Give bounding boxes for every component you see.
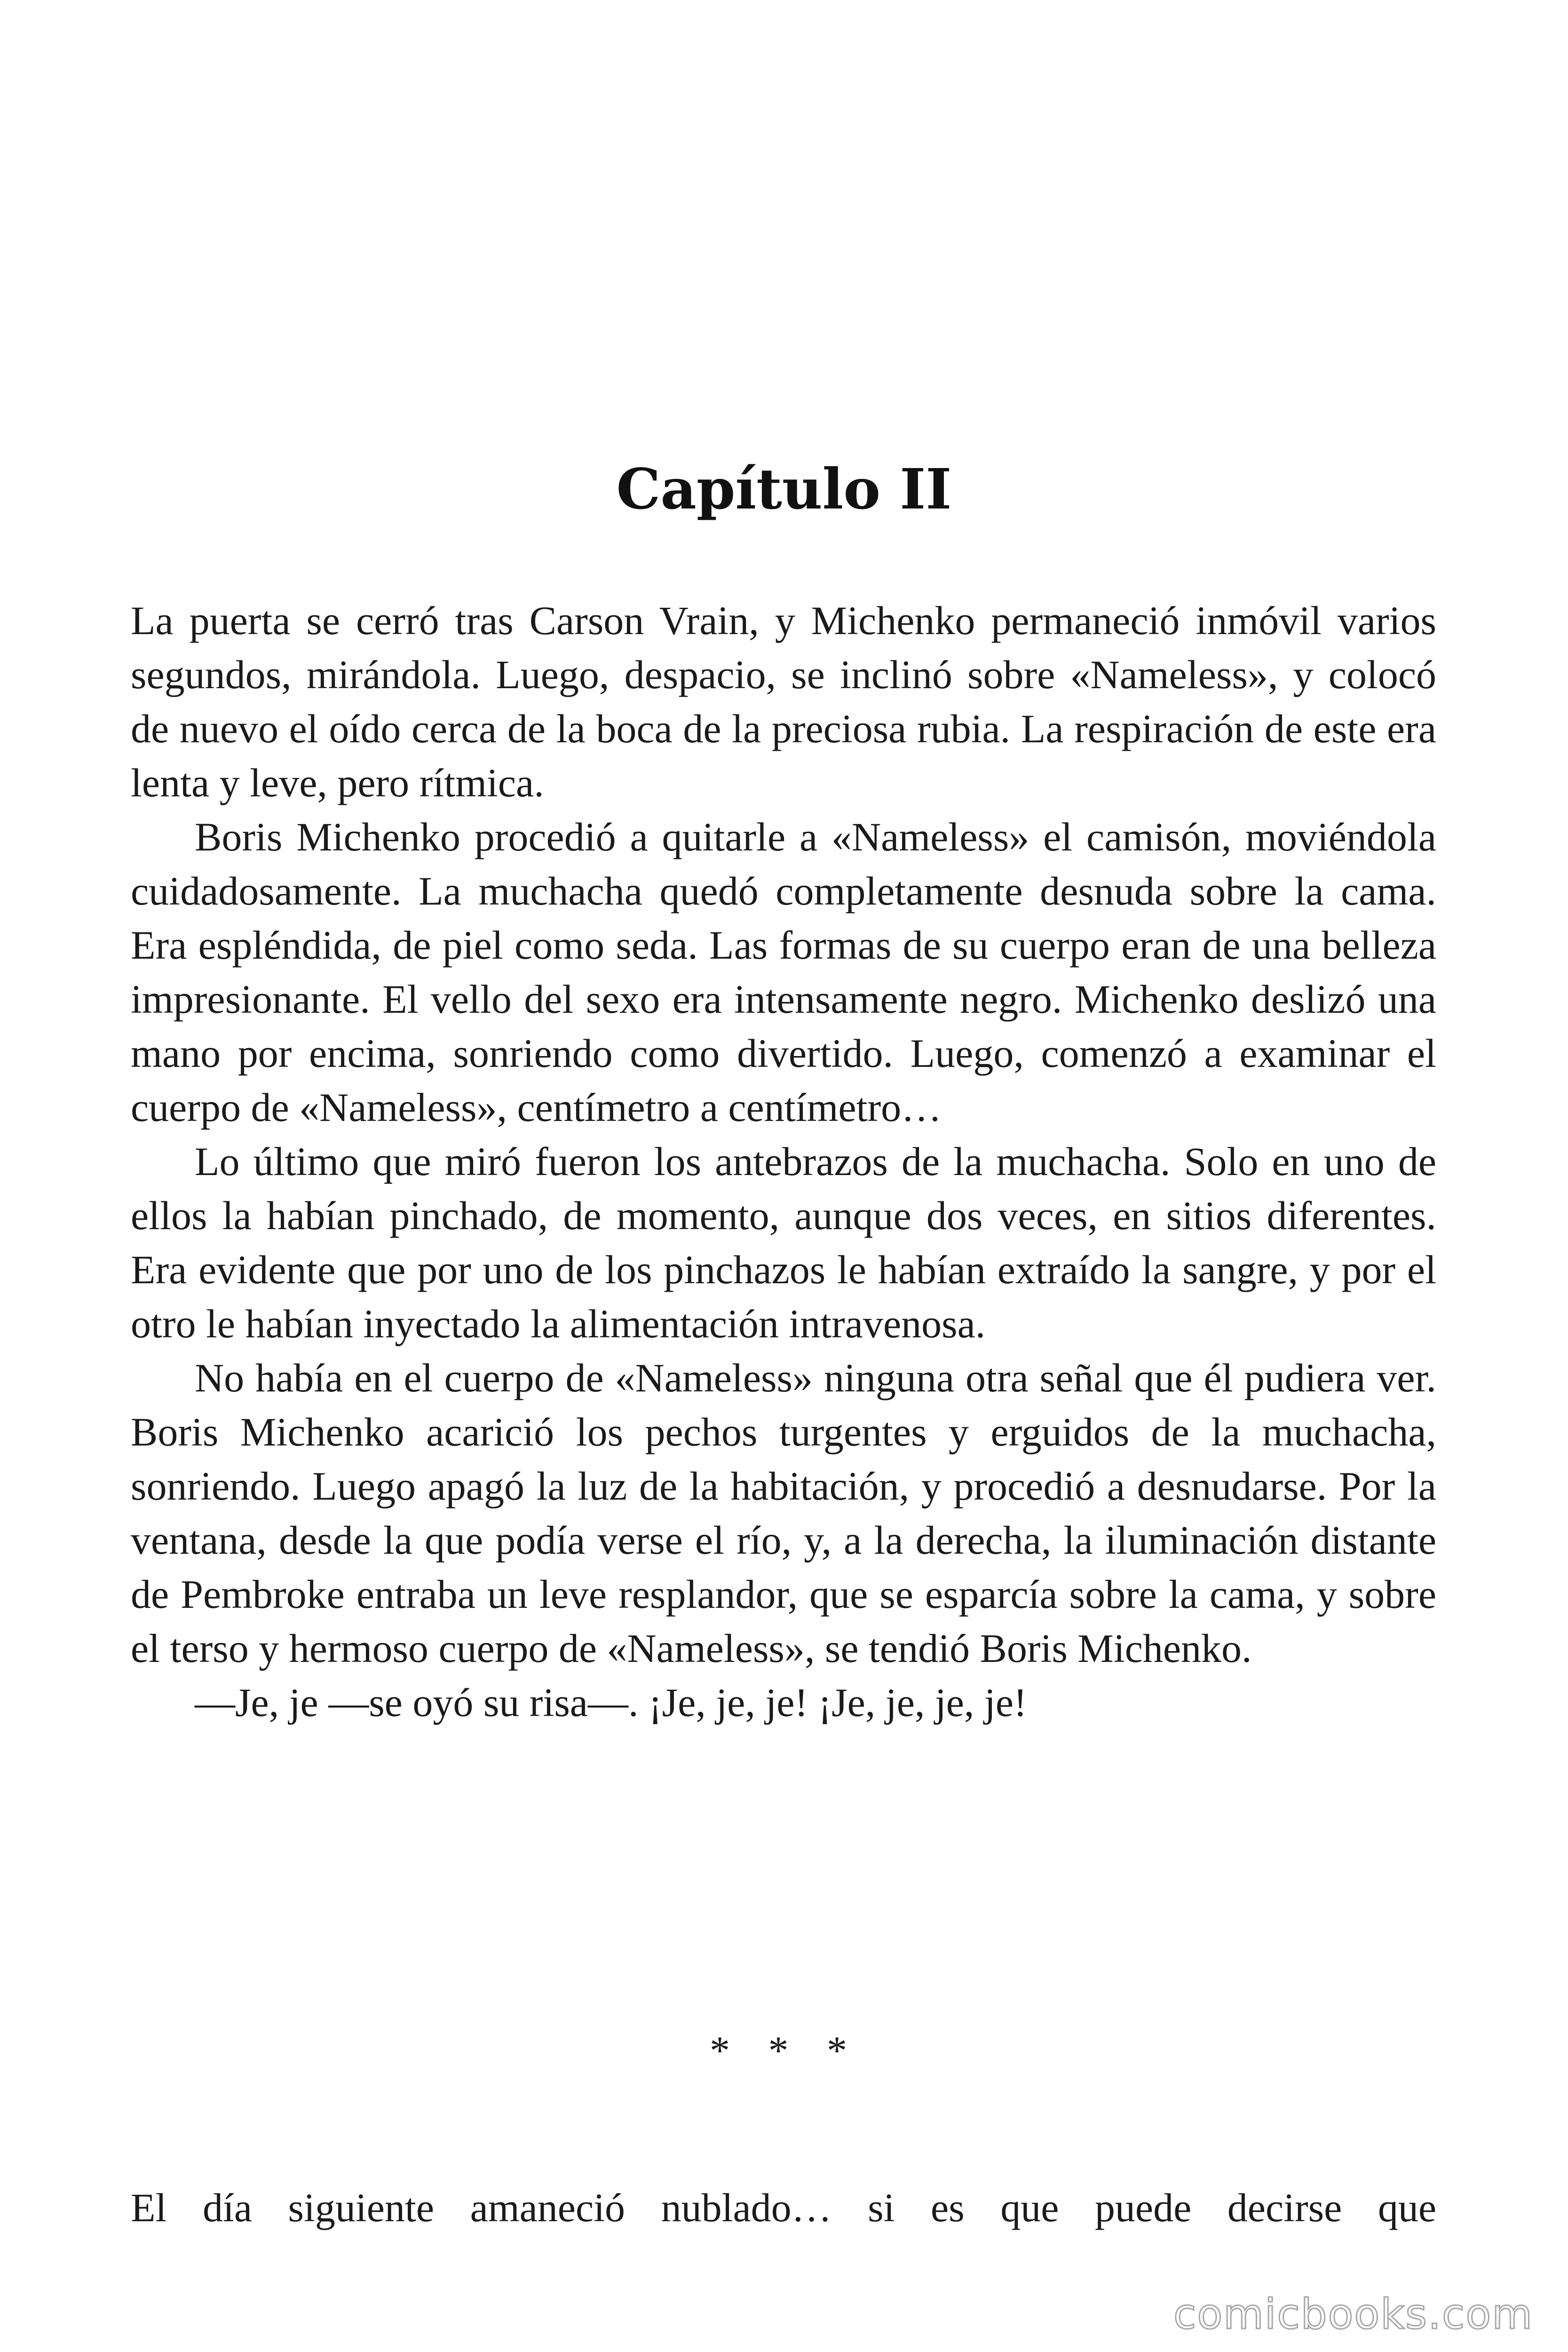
paragraph-2: Boris Michenko procedió a quitarle a «Nameless» el camisón, moviéndola cuidadosamente. La muchacha quedó completamente desnuda sobre la cama. Era espléndida, de piel como seda. Las formas de su cuerpo eran de una belleza impresionante. El vello del sexo era intensamente negro. Michenko deslizó una mano por encima, sonriendo como divertido. Luego, comenzó a examinar el cuerpo de «Nameless», centímetro a centímetro… — [131, 814, 1436, 1130]
paragraph-5-dialogue: —Je, je —se oyó su risa—. ¡Je, je, je! ¡Je, je, je, je! — [195, 1680, 1027, 1725]
scene-break — [0, 2024, 1568, 2078]
chapter-body — [131, 594, 1436, 1730]
next-section-first-line: El día siguiente amaneció nublado… si es que puede decirse que — [131, 2185, 1436, 2230]
paragraph-3: Lo último que miró fueron los antebrazos de la muchacha. Solo en uno de ellos la habían pinchado, de momento, aunque dos veces, en sitios diferentes. Era evidente que por uno de los pinchazos le habían extraído la sangre, y por el otro le habían inyectado la alimentación intravenosa. — [131, 1139, 1436, 1346]
paragraph-4: No había en el cuerpo de «Nameless» ninguna otra señal que él pudiera ver. Boris Michenko acarició los pechos turgentes y erguidos de la muchacha, sonriendo. Luego apagó la luz de la habitación, y procedió a desnudarse. Por la ventana, desde la que podía verse el río, y, a la derecha, la iluminación distante de Pembroke entraba un leve resplandor, que se esparcía sobre la cama, y sobre el terso y hermoso cuerpo de «Nameless», se tendió Boris Michenko. — [131, 1355, 1436, 1671]
chapter-title: Capítulo II — [616, 456, 952, 522]
watermark-logo: comicbooks.com — [1173, 2290, 1533, 2338]
scene-break-asterisks: * * * — [710, 2028, 861, 2073]
paragraph-1: La puerta se cerró tras Carson Vrain, y Michenko permaneció inmóvil varios segundos, mirándola. Luego, despacio, se inclinó sobre «Nameless», y colocó de nuevo el oído cerca de la boca de la preciosa rubia. La respiración de este era lenta y leve, pero rítmica. — [131, 598, 1436, 805]
